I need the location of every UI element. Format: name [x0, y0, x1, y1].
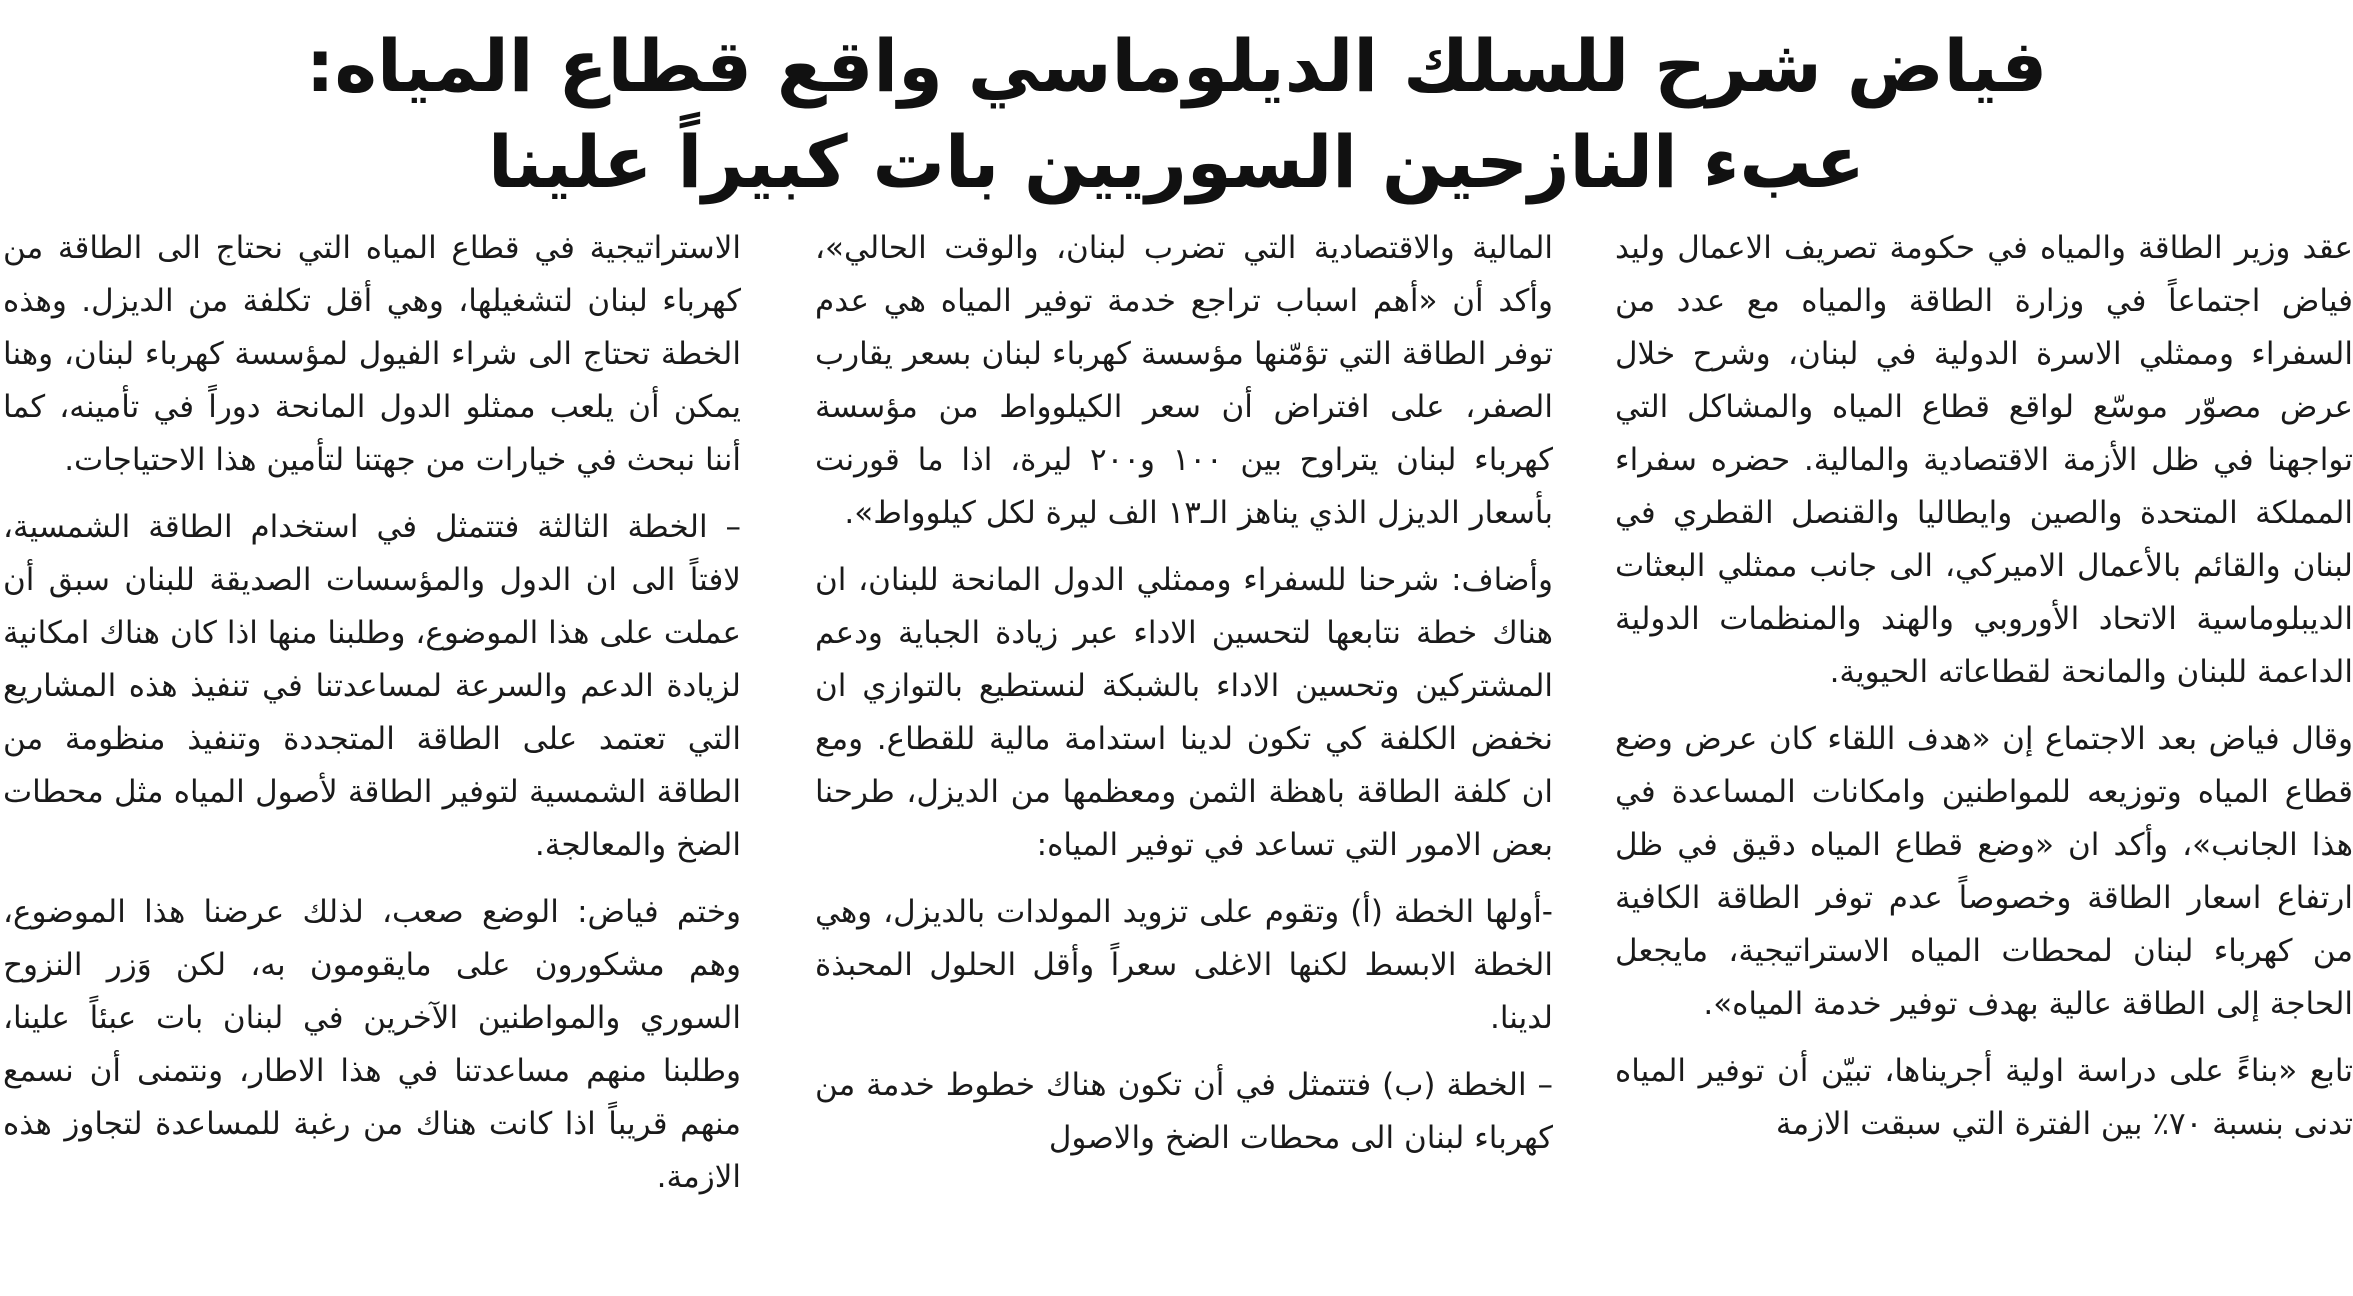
paragraph: وأضاف: شرحنا للسفراء وممثلي الدول المانحة للبنان، ان هناك خطة نتابعها لتحسين الاداء عبر زيادة الجباية ودعم المشتركين وتحسين الاداء بالشبكة لنستطيع بالتوازي ان نخفض الكلفة كي تكون لدينا استدامة مالية للقطاع. ومع ان كلفة الطاقة باهظة الثمن ومعظمها من الديزل، طرحنا بعض الامور التي تساعد في توفير المياه: [815, 562, 1553, 863]
article-column-3 [3, 222, 741, 1282]
paragraph: المالية والاقتصادية التي تضرب لبنان، والوقت الحالي»، وأكد أن «أهم اسباب تراجع خدمة توفير المياه هي عدم توفر الطاقة التي تؤمّنها مؤسسة كهرباء لبنان بسعر يقارب الصفر، على افتراض أن سعر الكيلوواط من مؤسسة كهرباء لبنان يتراوح بين ١٠٠ و٢٠٠ ليرة، اذا ما قورنت بأسعار الديزل الذي يناهز الـ١٣ الف ليرة لكل كيلوواط». [815, 230, 1553, 531]
paragraph: عقد وزير الطاقة والمياه في حكومة تصريف الاعمال وليد فياض اجتماعاً في وزارة الطاقة والمياه مع عدد من السفراء وممثلي الاسرة الدولية في لبنان، وشرح خلال عرض مصوّر موسّع لواقع قطاع المياه والمشاكل التي تواجهنا في ظل الأزمة الاقتصادية والمالية. حضره سفراء المملكة المتحدة والصين وايطاليا والقنصل القطري في لبنان والقائم بالأعمال الاميركي، الى جانب ممثلي البعثات الديبلوماسية الاتحاد الأوروبي والهند والمنظمات الدولية الداعمة للبنان والمانحة لقطاعاته الحيوية. [1615, 230, 2353, 690]
paragraph: وختم فياض: الوضع صعب، لذلك عرضنا هذا الموضوع، وهم مشكورون على مايقومون به، لكن وَزر النزوح السوري والمواطنين الآخرين في لبنان بات عبئاً علينا، وطلبنا منهم مساعدتنا في هذا الاطار، ونتمنى أن نسمع منهم قريباً اذا كانت هناك من رغبة للمساعدة لتجاوز هذه الازمة. [3, 894, 741, 1195]
article-column-2 [815, 222, 1553, 1282]
paragraph: وقال فياض بعد الاجتماع إن «هدف اللقاء كان عرض وضع قطاع المياه وتوزيعه للمواطنين وامكانات المساعدة في هذا الجانب»، وأكد ان «وضع قطاع المياه دقيق في ظل ارتفاع اسعار الطاقة وخصوصاً عدم توفر الطاقة الكافية من كهرباء لبنان لمحطات المياه الاستراتيجية، مايجعل الحاجة إلى الطاقة عالية بهدف توفير خدمة المياه». [1615, 721, 2353, 1022]
paragraph: -أولها الخطة (أ) وتقوم على تزويد المولدات بالديزل، وهي الخطة الابسط لكنها الاغلى سعراً وأقل الحلول المحبذة لدينا. [815, 894, 1553, 1036]
article-column-1 [1615, 222, 2353, 1282]
article-columns [0, 222, 2353, 1282]
paragraph: – الخطة الثالثة فتتمثل في استخدام الطاقة الشمسية، لافتاً الى ان الدول والمؤسسات الصديقة للبنان سبق أن عملت على هذا الموضوع، وطلبنا منها اذا كان هناك امكانية لزيادة الدعم والسرعة لمساعدتنا في تنفيذ هذه المشاريع التي تعتمد على الطاقة المتجددة وتنفيذ منظومة من الطاقة الشمسية لتوفير الطاقة لأصول المياه مثل محطات الضخ والمعالجة. [3, 509, 741, 863]
headline-line-1: فياض شرح للسلك الديلوماسي واقع قطاع المياه: [305, 24, 2048, 108]
paragraph: – الخطة (ب) فتتمثل في أن تكون هناك خطوط خدمة من كهرباء لبنان الى محطات الضخ والاصول [815, 1067, 1553, 1156]
headline-line-2: عبء النازحين السوريين بات كبيراً علينا [488, 120, 1865, 204]
headline [60, 18, 2293, 210]
paragraph: الاستراتيجية في قطاع المياه التي نحتاج الى الطاقة من كهرباء لبنان لتشغيلها، وهي أقل تكلفة من الديزل. وهذه الخطة تحتاج الى شراء الفيول لمؤسسة كهرباء لبنان، وهنا يمكن أن يلعب ممثلو الدول المانحة دوراً في تأمينه، كما أننا نبحث في خيارات من جهتنا لتأمين هذا الاحتياجات. [3, 230, 741, 478]
paragraph: تابع «بناءً على دراسة اولية أجريناها، تبيّن أن توفير المياه تدنى بنسبة ٧٠٪ بين الفترة التي سبقت الازمة [1615, 1053, 2353, 1142]
